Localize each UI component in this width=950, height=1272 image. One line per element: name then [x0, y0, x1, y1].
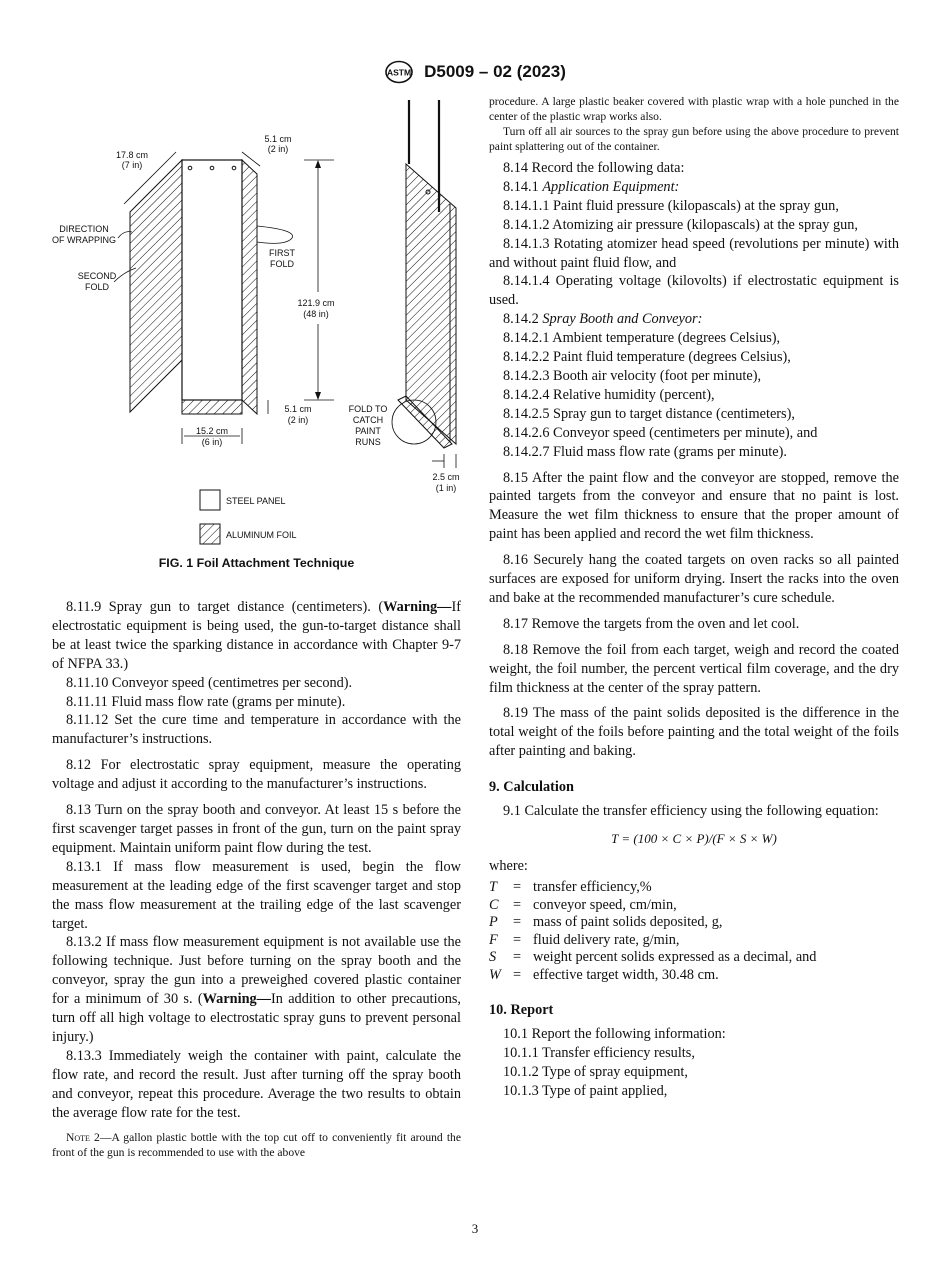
- svg-text:(2 in): (2 in): [267, 144, 289, 154]
- foil-wrap-right: [242, 160, 257, 414]
- left-column: [52, 598, 461, 1160]
- para-8-13-1: 8.13.1 If mass flow measurement is used, begin the flow measurement at the leading edge of the first scavenger target and stop the mass flow measurement at the trailing edge of the last scavenger target.: [52, 858, 461, 932]
- para-8-13: 8.13 Turn on the spray booth and conveyor. At least 15 s before the first scavenger target passes in front of the gun, turn on the paint spray equipment. Maintain uniform paint flow during the test.: [52, 802, 461, 856]
- svg-text:DIRECTION: DIRECTION: [59, 224, 109, 234]
- para-8-14-2-7: 8.14.2.7 Fluid mass flow rate (grams per minute).: [503, 443, 787, 460]
- para-8-14-1-2: 8.14.1.2 Atomizing air pressure (kilopascals) at the spray gun,: [503, 216, 858, 233]
- where-label: where:: [489, 858, 528, 875]
- svg-text:RUNS: RUNS: [355, 437, 381, 447]
- svg-text:121.9 cm: 121.9 cm: [297, 298, 335, 308]
- section-9-heading: 9. Calculation: [489, 779, 574, 796]
- transfer-efficiency-equation: T = (100 × C × P)/(F × S × W): [611, 831, 777, 847]
- document-designation: D5009 – 02 (2023): [424, 62, 566, 81]
- para-10-1-1: 10.1.1 Transfer efficiency results,: [503, 1044, 695, 1061]
- svg-text:5.1 cm: 5.1 cm: [284, 404, 312, 414]
- para-8-12: 8.12 For electrostatic spray equipment, measure the operating voltage and adjust it according to the manufacturer’s instructions.: [52, 757, 461, 793]
- svg-text:15.2 cm: 15.2 cm: [195, 426, 229, 436]
- svg-text:PAINT: PAINT: [355, 426, 381, 436]
- definition-row: W = effective target width, 30.48 cm.: [489, 966, 719, 983]
- svg-text:FOLD TO: FOLD TO: [348, 404, 388, 414]
- para-10-1-2: 10.1.2 Type of spray equipment,: [503, 1063, 688, 1080]
- svg-text:FOLD: FOLD: [84, 282, 110, 292]
- svg-text:STEEL PANEL: STEEL PANEL: [226, 496, 286, 506]
- foil-bottom-band: [182, 400, 242, 414]
- para-8-17: 8.17 Remove the targets from the oven and let cool.: [503, 615, 800, 632]
- para-8-11-12: 8.11.12 Set the cure time and temperature in accordance with the manufacturer’s instructions.: [52, 712, 461, 748]
- svg-text:OF WRAPPING: OF WRAPPING: [52, 235, 117, 245]
- svg-text:(2 in): (2 in): [287, 415, 309, 425]
- para-8-14-1-4: 8.14.1.4 Operating voltage (kilovolts) if electrostatic equipment is used.: [489, 273, 899, 309]
- para-8-14-2-6: 8.14.2.6 Conveyor speed (centimeters per minute), and: [503, 424, 818, 441]
- svg-text:5.1 cm: 5.1 cm: [264, 134, 292, 144]
- para-10-1-3: 10.1.3 Type of paint applied,: [503, 1082, 668, 1099]
- page-number: 3: [471, 1221, 479, 1236]
- para-8-14-2-2: 8.14.2.2 Paint fluid temperature (degrees Celsius),: [503, 349, 791, 366]
- para-8-11-9: 8.11.9 Spray gun to target distance (centimeters). (Warning—If electrostatic equipment is being used, the gun-to-target distance shall be at least twice the sparking distance in accordance with Chapter 9-7 of NFPA 33.): [52, 599, 461, 672]
- foil-wrap-left: [130, 160, 182, 412]
- svg-text:(6 in): (6 in): [201, 437, 223, 447]
- svg-text:(48 in): (48 in): [303, 309, 329, 319]
- svg-text:17.8 cm: 17.8 cm: [115, 150, 149, 160]
- para-8-14-1: 8.14.1 Application Equipment:: [503, 178, 680, 195]
- astm-logo-icon: [384, 60, 414, 84]
- para-8-14-2-4: 8.14.2.4 Relative humidity (percent),: [503, 386, 715, 403]
- para-8-14-2-5: 8.14.2.5 Spray gun to target distance (centimeters),: [503, 405, 795, 422]
- svg-text:2.5 cm: 2.5 cm: [432, 472, 460, 482]
- legend-foil-swatch: [200, 524, 220, 544]
- note-2: Note 2—A gallon plastic bottle with the top cut off to conveniently fit around the front of the gun is recommended to use with the above: [52, 1131, 461, 1159]
- definition-row: P = mass of paint solids deposited, g,: [489, 914, 723, 930]
- svg-text:ASTM: ASTM: [387, 67, 412, 78]
- definition-row: T = transfer efficiency,%: [489, 879, 652, 895]
- para-10-1: 10.1 Report the following information:: [503, 1026, 726, 1042]
- note-2-second-para: Turn off all air sources to the spray gun before using the above procedure to prevent paint splattering out of the container.: [489, 125, 899, 153]
- section-10-heading: 10. Report: [489, 1002, 554, 1018]
- note-2-continued: procedure. A large plastic beaker covered with plastic wrap with a hole punched in the center of the plastic wrap works also.: [489, 95, 899, 123]
- right-column: [489, 95, 899, 1101]
- para-8-16: 8.16 Securely hang the coated targets on oven racks so all painted surfaces are exposed for uniform drying. Insert the racks into the oven and bake at the recommended manufacturer’s cure schedule.: [489, 552, 899, 606]
- svg-text:FOLD: FOLD: [269, 259, 295, 269]
- para-8-14-1-3: 8.14.1.3 Rotating atomizer head speed (revolutions per minute) with and without paint fluid flow, and: [489, 235, 899, 271]
- para-8-13-3: 8.13.3 Immediately weigh the container with paint, calculate the flow rate, and record the result. Just after turning off the spray booth and conveyor, repeat this procedure. Average the two results to obtain the average flow rate for the test.: [52, 1047, 461, 1121]
- variable-definitions: [489, 879, 899, 984]
- para-8-14-2: 8.14.2 Spray Booth and Conveyor:: [503, 311, 703, 328]
- para-8-19: 8.19 The mass of the paint solids deposited is the difference in the total weight of the foils before painting and the total weight of the foils after painting and baking.: [489, 705, 899, 760]
- svg-text:FIRST: FIRST: [269, 248, 295, 258]
- svg-text:CATCH: CATCH: [352, 415, 384, 425]
- figure-caption: FIG. 1 Foil Attachment Technique: [158, 556, 355, 570]
- para-8-15: 8.15 After the paint flow and the conveyor are stopped, remove the painted targets from the conveyor and ensure that no paint is lost. Measure the wet film thickness to ensure that the proper amount of paint has been applied and record the wet film thickness.: [489, 469, 899, 543]
- svg-text:ALUMINUM FOIL: ALUMINUM FOIL: [226, 530, 297, 540]
- definition-row: F = fluid delivery rate, g/min,: [489, 931, 680, 948]
- para-8-14: 8.14 Record the following data:: [503, 160, 685, 176]
- definition-row: C = conveyor speed, cm/min,: [489, 896, 677, 913]
- para-8-13-2: 8.13.2 If mass flow measurement equipment is not available use the following technique. Just before turning on the spray booth and the conveyor, spray the gun into a preweighed covered plastic container for a minimum of 30 s. (Warning—In addition to other precautions, turn off all high voltage to electrostatic spray guns to prevent personal injury.): [52, 934, 461, 1045]
- page-header: [0, 60, 950, 84]
- steel-panel-main: [182, 160, 242, 400]
- para-8-14-2-1: 8.14.2.1 Ambient temperature (degrees Celsius),: [503, 330, 781, 347]
- para-9-1: 9.1 Calculate the transfer efficiency using the following equation:: [503, 803, 879, 820]
- definition-row: S = weight percent solids expressed as a decimal, and: [489, 949, 817, 965]
- foil-side-view: [406, 164, 456, 444]
- para-8-18: 8.18 Remove the foil from each target, weigh and record the coated weight, the foil number, the percent vertical film coverage, and the dry film thickness at the center of the spray pattern.: [489, 641, 899, 696]
- svg-text:(7 in): (7 in): [121, 160, 143, 170]
- para-8-14-2-3: 8.14.2.3 Booth air velocity (foot per minute),: [503, 367, 762, 384]
- para-8-14-1-1: 8.14.1.1 Paint fluid pressure (kilopascals) at the spray gun,: [503, 197, 839, 214]
- foil-attachment-figure: [52, 92, 472, 552]
- para-8-11-10: 8.11.10 Conveyor speed (centimetres per second).: [66, 674, 353, 691]
- para-8-11-11: 8.11.11 Fluid mass flow rate (grams per minute).: [66, 693, 346, 710]
- svg-text:(1 in): (1 in): [435, 483, 457, 493]
- legend-steel-swatch: [200, 490, 220, 510]
- svg-text:SECOND: SECOND: [77, 271, 117, 281]
